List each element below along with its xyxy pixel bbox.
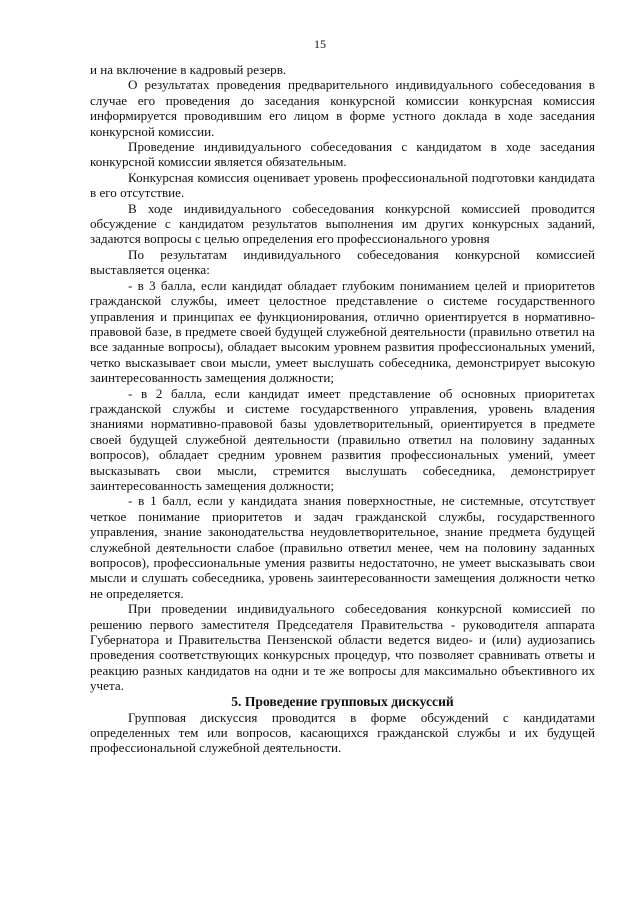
paragraph-commission-evaluates: Конкурсная комиссия оценивает уровень профессиональной подготовки кандидата в его отсутствие.: [90, 169, 595, 201]
paragraph-grading-intro: По результатам индивидуального собеседования конкурсной комиссией выставляется оценка:: [90, 246, 595, 278]
paragraph-interview-mandatory: Проведение индивидуального собеседования с кандидатом в ходе заседания конкурсной комиссии является обязательным.: [90, 139, 595, 170]
section-heading: 5. Проведение групповых дискуссий: [231, 693, 454, 709]
paragraph-discussion: В ходе индивидуального собеседования конкурсной комиссией проводится обсуждение с кандидатом результатов выполнения им других конкурсных заданий, задаются вопросы с целью определения его профессионального уровня: [90, 200, 595, 247]
grade-item-3-points: - в 3 балла, если кандидат обладает глубоким пониманием целей и приоритетов гражданской службы, имеет целостное представление о системе государственного управления и принципах ее функционирования, отлично ориентируется в нормативно-правовой базе, в предмете своей будущей служебной деятельности (правильно ответил на все заданные вопросы), обладает высоким уровнем развития профессиональных умений, четко высказывает свои мысли, умеет выслушать собеседника, демонстрирует высокую заинтересованность замещения должности;: [90, 277, 595, 386]
document-body: [90, 62, 595, 756]
grade-item-2-points: - в 2 балла, если кандидат имеет представление об основных приоритетах гражданской службы и системе государственного управления, уровень владения знаниями нормативно-правовой базы удовлетворительный, ориентируется в предмете своей будущей служебной деятельности (правильно ответил на половину заданных вопросов), обладает средним уровнем развития профессиональных умений, умеет высказывать свои мысли, стремится выслушать собеседника, демонстрирует заинтересованность замещения должности;: [90, 385, 595, 493]
paragraph-recording: При проведении индивидуального собеседования конкурсной комиссией по решению первого заместителя Председателя Правительства - руководителя аппарата Губернатора и Правительства Пензенской области ведется видео- и (или) аудиозапись проведения соответствующих конкурсных процедур, что позволяет сравнивать ответы и реакцию разных кандидатов на одни и те же вопросы для максимально объективного их учета.: [90, 601, 595, 694]
paragraph-group-discussion: Групповая дискуссия проводится в форме обсуждений с кандидатами определенных тем или вопросов, касающихся гражданской службы и их будущей профессиональной служебной деятельности.: [90, 709, 595, 756]
grade-item-1-point: - в 1 балл, если у кандидата знания поверхностные, не системные, отсутствует четкое понимание приоритетов и задач гражданской службы, государственного управления, знание законодательства неудовлетворительное, знание предмета будущей служебной деятельности слабое (правильно ответил менее, чем на половину заданных вопросов), профессиональные умения развиты недостаточно, не умеет высказывать свои мысли и слушать собеседника, уровень заинтересованности замещения должности четко не определяется.: [90, 493, 595, 601]
paragraph-continuation: и на включение в кадровый резерв.: [90, 62, 287, 77]
paragraph-preliminary-interview: О результатах проведения предварительного индивидуального собеседования в случае его проведения до заседания конкурсной комиссии конкурсная комиссия информируется проводившим его лицом в форме устного доклада в ходе заседания конкурсной комиссии.: [90, 77, 595, 139]
page-number: 15: [314, 37, 326, 51]
